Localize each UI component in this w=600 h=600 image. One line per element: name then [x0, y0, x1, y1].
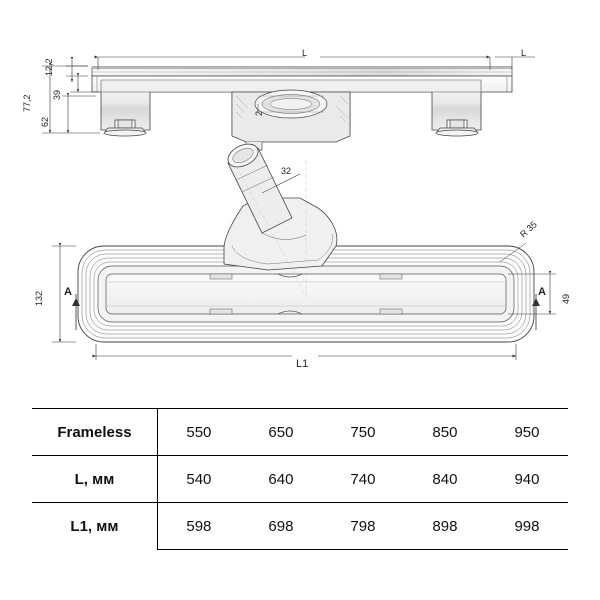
dim-overall-length-L: L [302, 48, 308, 58]
elevation-section [92, 67, 512, 151]
cell-l1-1: 598 [157, 503, 240, 550]
dim-grate-height: 12,2 [44, 58, 54, 76]
cell-l-2: 640 [240, 456, 322, 503]
row-header-l: L, мм [32, 456, 157, 503]
dim-right-length-L: L [521, 48, 527, 58]
cell-frameless-1: 550 [157, 409, 240, 456]
cell-l1-4: 898 [404, 503, 486, 550]
dim-outlet-diameter: 32 [281, 166, 292, 176]
cell-l1-5: 998 [486, 503, 568, 550]
table-row [32, 503, 568, 550]
cell-frameless-3: 750 [322, 409, 404, 456]
spec-table [32, 408, 568, 550]
table-row [32, 409, 568, 456]
cell-frameless-4: 850 [404, 409, 486, 456]
dim-outer-length-L1: L1 [296, 358, 309, 370]
table-row [32, 456, 568, 503]
dim-corner-radius: R 35 [518, 219, 539, 240]
row-header-frameless: Frameless [32, 409, 157, 456]
cell-frameless-2: 650 [240, 409, 322, 456]
dim-inner-height: 39 [52, 89, 62, 100]
cell-frameless-5: 950 [486, 409, 568, 456]
row-header-l1: L1, мм [32, 503, 157, 550]
cell-l1-3: 798 [322, 503, 404, 550]
cell-l1-2: 698 [240, 503, 322, 550]
dim-leg-height: 62 [40, 116, 50, 127]
section-marker-right: A [538, 286, 546, 298]
cell-l-3: 740 [322, 456, 404, 503]
dim-detail-callout: 2 [254, 110, 264, 116]
section-marker-left: A [64, 286, 72, 298]
cell-l-5: 940 [486, 456, 568, 503]
dim-plan-width: 132 [34, 290, 44, 306]
dim-body-height: 77,2 [22, 94, 32, 112]
cell-l-4: 840 [404, 456, 486, 503]
dim-inner-width: 49 [561, 293, 571, 304]
cell-l-1: 540 [157, 456, 240, 503]
